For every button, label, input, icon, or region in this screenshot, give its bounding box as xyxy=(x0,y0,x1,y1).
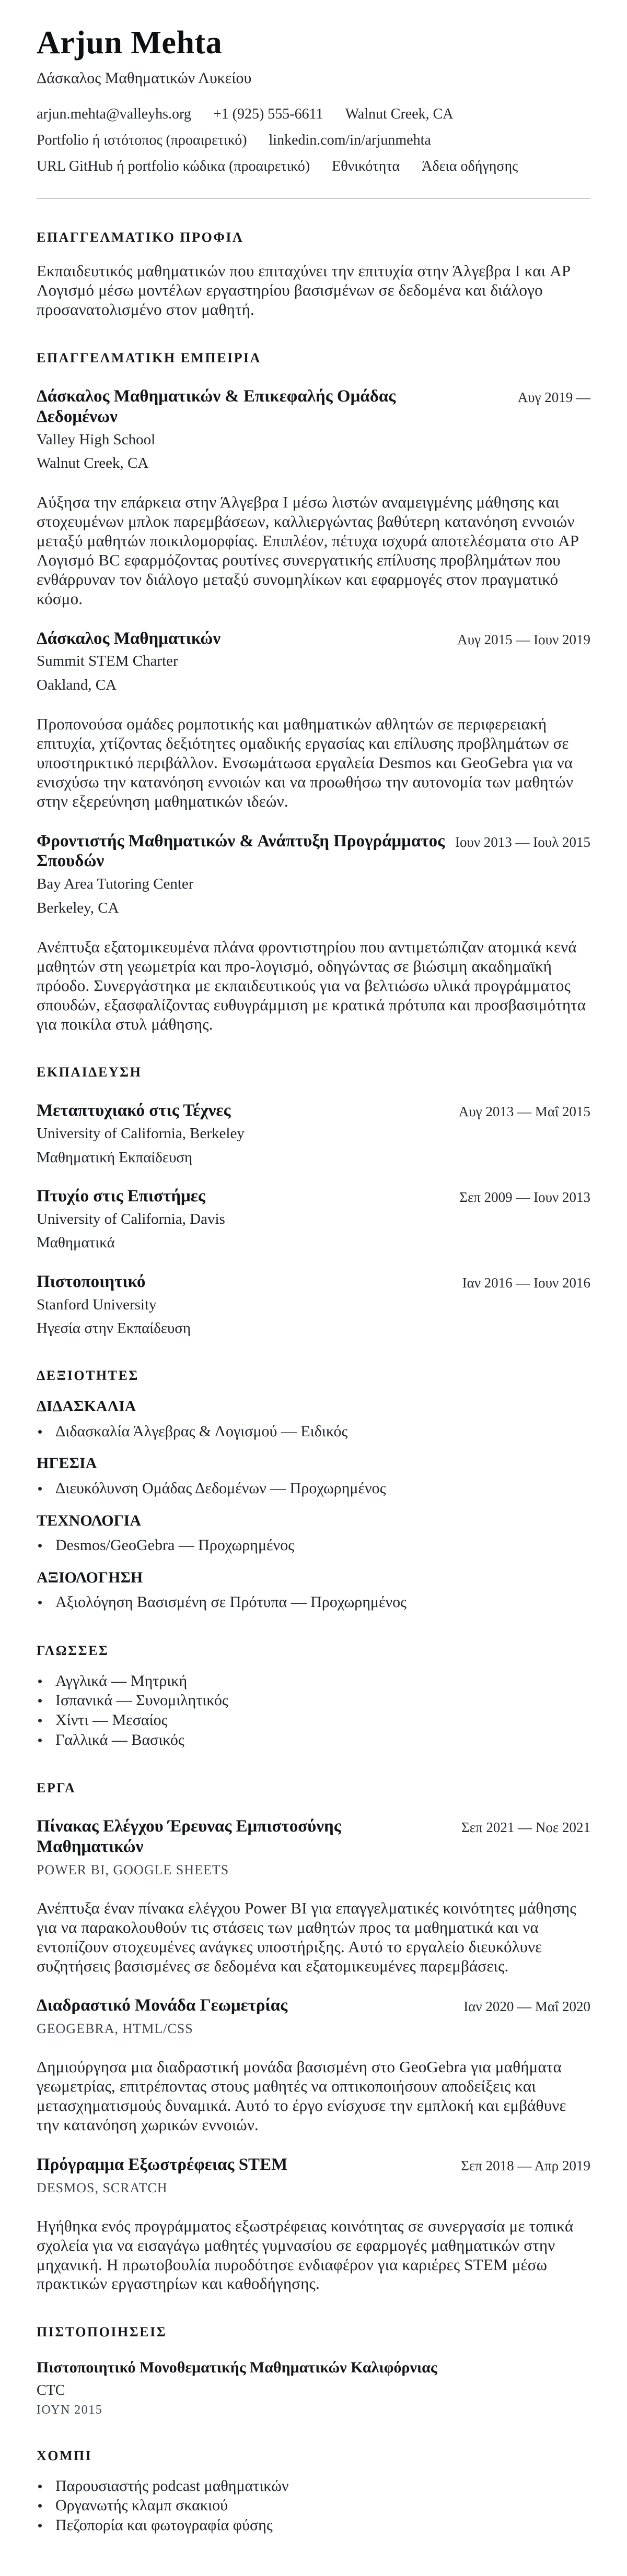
job-location: Walnut Creek, CA xyxy=(37,454,149,471)
degree-school: Stanford University xyxy=(37,1296,157,1313)
resume-header xyxy=(37,26,590,199)
skill-group xyxy=(37,1569,590,1612)
github-placeholder-text: URL GitHub ή portfolio κώδικα (προαιρετικό) xyxy=(37,158,310,175)
skill-group xyxy=(37,1455,590,1498)
contact-row-1 xyxy=(37,106,590,123)
skill-group-name: ΔΙΔΑΣΚΑΛΙΑ xyxy=(37,1398,136,1415)
bullet-icon xyxy=(38,1699,42,1703)
language-item xyxy=(37,1672,590,1691)
hobby-item xyxy=(37,2477,590,2496)
job-header xyxy=(37,831,590,872)
hobby-list xyxy=(37,2477,590,2535)
certification-date: ΙΟΥΝ 2015 xyxy=(37,2403,103,2417)
language-item-text: Ισπανικά — Συνομιλητικός xyxy=(55,1692,228,1709)
degree-field: Ηγεσία στην Εκπαίδευση xyxy=(37,1320,191,1337)
degree-header xyxy=(37,1101,590,1121)
project-date: Σεπ 2021 — Νοε 2021 xyxy=(461,1819,590,1836)
profile-text: Εκπαιδευτικός μαθηματικών που επιταχύνει την επιτυχία στην Άλγεβρα I και AP Λογισμό μέσω μοντέλων εργαστηρίου βασισμένων σε δεδομένα και διάλογο προσανατολισμένο στον μαθητή. xyxy=(37,262,571,318)
section-hobbies xyxy=(37,2448,590,2535)
degree-title: Πτυχίο στις Επιστήμες xyxy=(37,1187,205,1206)
degree-entry xyxy=(37,1186,590,1252)
degree-date: Αυγ 2013 — Μαΐ 2015 xyxy=(458,1104,590,1120)
language-item-text: Γαλλικά — Βασικός xyxy=(55,1731,184,1748)
hobby-item-text: Παρουσιαστής podcast μαθηματικών xyxy=(55,2477,289,2495)
bullet-icon xyxy=(38,1544,42,1547)
section-label-languages: ΓΛΩΣΣΕΣ xyxy=(37,1643,109,1658)
bullet-icon xyxy=(38,1430,42,1434)
skill-item-text: Desmos/GeoGebra — Προχωρημένος xyxy=(55,1537,295,1554)
job-entry xyxy=(37,629,590,811)
project-tech: DESMOS, SCRATCH xyxy=(37,2180,168,2195)
section-label-certifications: ΠΙΣΤΟΠΟΙΗΣΕΙΣ xyxy=(37,2324,167,2340)
job-company: Summit STEM Charter xyxy=(37,653,178,670)
section-label-education: ΕΚΠΑΙΔΕΥΣΗ xyxy=(37,1065,142,1080)
degree-header xyxy=(37,1272,590,1292)
person-name: Arjun Mehta xyxy=(37,25,223,61)
certification-entry xyxy=(37,2358,590,2417)
section-label-experience: ΕΠΑΓΓΕΛΜΑΤΙΚΗ ΕΜΠΕΙΡΙΑ xyxy=(37,350,261,365)
email-text: arjun.mehta@valleyhs.org xyxy=(37,106,191,123)
phone-text: +1 (925) 555-6611 xyxy=(213,106,323,123)
job-date: Αυγ 2019 — xyxy=(517,389,590,405)
degree-title: Πιστοποιητικό xyxy=(37,1272,146,1291)
job-date: Ιουν 2013 — Ιουλ 2015 xyxy=(455,834,590,850)
project-date: Ιαν 2020 — Μαΐ 2020 xyxy=(463,1999,590,2015)
degree-school: University of California, Davis xyxy=(37,1211,225,1228)
job-title: Φροντιστής Μαθηματικών & Ανάπτυξη Προγράμματος Σπουδών xyxy=(37,831,445,871)
bullet-icon xyxy=(38,1487,42,1491)
project-tech: POWER BI, GOOGLE SHEETS xyxy=(37,1862,229,1877)
job-title: Δάσκαλος Μαθηματικών & Επικεφαλής Ομάδας Δεδομένων xyxy=(37,386,396,426)
contact-row-3 xyxy=(37,158,590,175)
job-description: Ανέπτυξα εξατομικευμένα πλάνα φροντιστηρίου που αντιμετώπιζαν ατομικά κενά μαθητών στη γεωμετρία και προ-λογισμό, οδηγώντας σε βιώσιμη ακαδημαϊκή πρόοδο. Συνεργάστηκα με εκπαιδευτικούς για να βελτιώσω υλικά προγράμματος σπουδών, εξασφαλίζοντας ευθυγράμμιση με κρατικά πρότυπα και προσβασιμότητα για ποικίλα στυλ μάθησης. xyxy=(37,938,586,1033)
skill-group-name: ΗΓΕΣΙΑ xyxy=(37,1455,97,1472)
nationality-placeholder-text: Εθνικότητα xyxy=(332,158,400,175)
degree-entry xyxy=(37,1101,590,1166)
section-projects xyxy=(37,1780,590,2294)
job-description: Αύξησα την επάρκεια στην Άλγεβρα I μέσω λιστών αναμειγμένης μάθησης και στοχευμένων μπλοκ παρεμβάσεων, καλλιεργώντας βαθύτερη κατανόηση εννοιών μεταξύ μαθητών ποικιλομορφίας. Επιπλέον, πέτυχα ισχυρά αποτελέσματα στο AP Λογισμό BC εφαρμόζοντας ρουτίνες συνεργατικής επίλυσης προβλημάτων που ενθάρρυναν τον διάλογο μεταξύ συνομηλίκων και εφαρμογές στον πραγματικό κόσμο. xyxy=(37,493,579,608)
project-title: Διαδραστικό Μονάδα Γεωμετρίας xyxy=(37,1996,288,2015)
license-placeholder-text: Άδεια οδήγησης xyxy=(422,158,518,175)
skill-item-text: Διδασκαλία Άλγεβρας & Λογισμού — Ειδικός xyxy=(55,1422,348,1440)
person-headline: Δάσκαλος Μαθηματικών Λυκείου xyxy=(37,69,252,87)
language-item xyxy=(37,1711,590,1730)
skill-list xyxy=(37,1422,590,1441)
bullet-icon xyxy=(38,1719,42,1722)
skill-item-text: Διευκόλυνση Ομάδας Δεδομένων — Προχωρημένος xyxy=(55,1479,386,1497)
bullet-icon xyxy=(38,1680,42,1683)
project-title: Πρόγραμμα Εξωστρέφειας STEM xyxy=(37,2155,288,2174)
location-text: Walnut Creek, CA xyxy=(345,106,454,123)
project-entry xyxy=(37,1995,590,2134)
bullet-icon xyxy=(38,1601,42,1604)
skill-item xyxy=(37,1536,590,1555)
portfolio-placeholder-text: Portfolio ή ιστότοπος (προαιρετικό) xyxy=(37,132,247,149)
language-list xyxy=(37,1672,590,1750)
skill-item xyxy=(37,1593,590,1612)
skill-list xyxy=(37,1479,590,1498)
bullet-icon xyxy=(38,2485,42,2488)
linkedin-text: linkedin.com/in/arjunmehta xyxy=(269,132,431,149)
degree-field: Μαθηματική Εκπαίδευση xyxy=(37,1149,193,1166)
bullet-icon xyxy=(38,1739,42,1742)
degree-school: University of California, Berkeley xyxy=(37,1125,245,1142)
degree-date: Σεπ 2009 — Ιουν 2013 xyxy=(459,1189,590,1206)
section-education xyxy=(37,1064,590,1337)
degree-field: Μαθηματικά xyxy=(37,1234,115,1251)
project-description: Δημιούργησα μια διαδραστική μονάδα βασισμένη στο GeoGebra για μαθήματα γεωμετρίας, επιτρέποντας στους μαθητές να οπτικοποιήσουν αποδείξεις και μετασχηματισμούς δυναμικά. Αυτό το έργο ενίσχυσε την εμπλοκή και εμβάθυνε την κατανόηση χωρικών εννοιών. xyxy=(37,2058,566,2134)
project-description: Ηγήθηκα ενός προγράμματος εξωστρέφειας κοινότητας σε συνεργασία με τοπικά σχολεία για να εισαγάγω μαθητές γυμνασίου σε εφαρμογές μαθηματικών στην μηχανική. Η πρωτοβουλία πυροδότησε ενδιαφέρον για καριέρες STEM μέσω πρακτικών εργαστηρίων και καθοδήγησης. xyxy=(37,2216,574,2293)
job-title: Δάσκαλος Μαθηματικών xyxy=(37,629,221,648)
project-header xyxy=(37,1995,590,2016)
job-description: Προπονούσα ομάδες ρομποτικής και μαθηματικών αθλητών σε περιφερειακή επιτυχία, χτίζοντας δεξιότητες ομαδικής εργασίας και επίλυσης προβλημάτων σε υποστηρικτικό περιβάλλον. Ενσωμάτωσα εργαλεία Desmos και GeoGebra για να ενισχύσω την κατανόηση εννοιών και να προωθήσω την αυτονομία των μαθητών στην εξερεύνηση μαθηματικών ιδεών. xyxy=(37,715,574,810)
language-item-text: Αγγλικά — Μητρική xyxy=(55,1672,188,1689)
degree-title: Μεταπτυχιακό στις Τέχνες xyxy=(37,1101,231,1120)
hobby-item xyxy=(37,2496,590,2515)
section-label-hobbies: ΧΟΜΠΙ xyxy=(37,2448,92,2463)
project-entry xyxy=(37,1816,590,1976)
project-title: Πίνακας Ελέγχου Έρευνας Εμπιστοσύνης Μαθηματικών xyxy=(37,1817,341,1857)
language-item xyxy=(37,1691,590,1710)
job-header xyxy=(37,629,590,649)
degree-entry xyxy=(37,1272,590,1338)
skill-group xyxy=(37,1512,590,1555)
certification-title: Πιστοποιητικό Μονοθεματικής Μαθηματικών Καλιφόρνιας xyxy=(37,2359,437,2377)
degree-header xyxy=(37,1186,590,1207)
job-location: Oakland, CA xyxy=(37,676,117,693)
project-header xyxy=(37,1816,590,1857)
hobby-item-text: Οργανωτής κλαμπ σκακιού xyxy=(55,2497,228,2514)
skill-group-name: ΑΞΙΟΛΟΓΗΣΗ xyxy=(37,1568,143,1586)
degree-date: Ιαν 2016 — Ιουν 2016 xyxy=(462,1274,590,1291)
section-certifications xyxy=(37,2324,590,2417)
language-item xyxy=(37,1731,590,1750)
section-label-projects: ΕΡΓΑ xyxy=(37,1780,76,1796)
job-entry xyxy=(37,386,590,609)
project-entry xyxy=(37,2155,590,2294)
section-label-profile: ΕΠΑΓΓΕΛΜΑΤΙΚΟ ΠΡΟΦΙΛ xyxy=(37,230,244,245)
project-date: Σεπ 2018 — Απρ 2019 xyxy=(461,2157,590,2173)
skill-item xyxy=(37,1479,590,1498)
skill-group xyxy=(37,1398,590,1441)
section-experience xyxy=(37,350,590,1034)
job-company: Valley High School xyxy=(37,431,156,448)
project-description: Ανέπτυξα έναν πίνακα ελέγχου Power BI για επαγγελματικές κοινότητες μάθησης για να παρακολουθούν τις στάσεις των μαθητών προς τα μαθηματικά και να εντοπίζουν στοχευμένες ανάγκες υποστήριξης. Αυτό το εργαλείο διευκόλυνε συζητήσεις βασισμένες σε δεδομένα και εξατομικευμένες παρεμβάσεις. xyxy=(37,1898,576,1975)
section-profile xyxy=(37,229,590,320)
skill-item-text: Αξιολόγηση Βασισμένη σε Πρότυπα — Προχωρημένος xyxy=(55,1593,407,1611)
job-header xyxy=(37,386,590,427)
project-tech: GEOGEBRA, HTML/CSS xyxy=(37,2021,193,2037)
project-header xyxy=(37,2155,590,2175)
bullet-icon xyxy=(38,2504,42,2508)
job-date: Αυγ 2015 — Ιουν 2019 xyxy=(457,631,590,647)
header-divider xyxy=(37,198,590,199)
job-location: Berkeley, CA xyxy=(37,899,119,916)
section-label-skills: ΔΕΞΙΟΤΗΤΕΣ xyxy=(37,1368,139,1384)
job-company: Bay Area Tutoring Center xyxy=(37,876,194,893)
certification-issuer: CTC xyxy=(37,2382,65,2398)
skill-list xyxy=(37,1593,590,1612)
language-item-text: Χίντι — Μεσαίος xyxy=(55,1711,168,1729)
skill-list xyxy=(37,1536,590,1555)
job-entry xyxy=(37,831,590,1034)
skill-group-name: ΤΕΧΝΟΛΟΓΙΑ xyxy=(37,1511,142,1529)
bullet-icon xyxy=(38,2524,42,2527)
section-skills xyxy=(37,1367,590,1612)
section-languages xyxy=(37,1643,590,1750)
hobby-item-text: Πεζοπορία και φωτογραφία φύσης xyxy=(55,2516,273,2534)
contact-row-2 xyxy=(37,132,590,149)
hobby-item xyxy=(37,2516,590,2535)
skill-item xyxy=(37,1422,590,1441)
